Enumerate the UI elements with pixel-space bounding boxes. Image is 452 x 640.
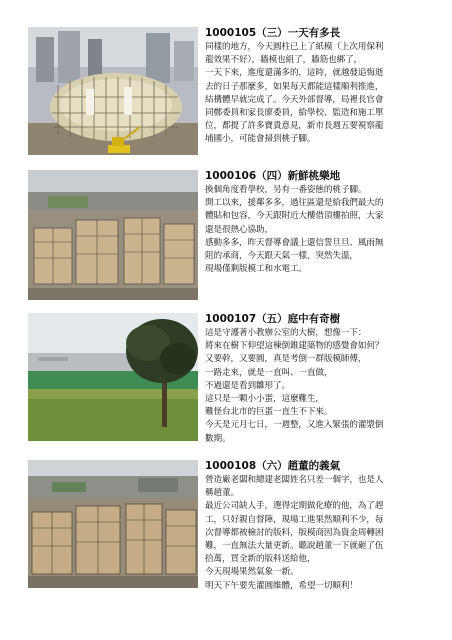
entry-title: 1000108（六）趙董的義氣 — [205, 460, 341, 472]
entry-line: 營造廠老闆和總建老闆姓名只差一個字，也是人 — [205, 475, 384, 485]
entry-line: 一路走來，就是一直叫、一直做， — [205, 367, 333, 378]
entry-line: 次督導都被檢討的版料，版模商因為資金周轉困 — [205, 527, 384, 538]
entry-4-text — [205, 460, 433, 593]
entry-line: 難，一直無法大量更新。聽說趙董一下就砸了伍 — [205, 541, 384, 552]
entry-line: 最近公司缺人手，選得定期做化療的他，為了趕 — [205, 501, 384, 512]
entry-line: 現場僅剩版模工和水電工。 — [205, 264, 307, 275]
entry-line: 感動多多，昨天督導會議上還信誓旦旦、風雨無 — [205, 237, 384, 248]
construction-photo-4 — [28, 460, 198, 588]
entry-line: 不過還是看到雛形了。 — [205, 380, 290, 391]
entry-line: 拾萬，買全新的版料送給他， — [205, 554, 316, 565]
entry-line: 今天是元月七日，一週整，又進入緊張的灌漿倒 — [205, 420, 384, 431]
entry-line: 還是很熱心協助， — [205, 224, 273, 235]
entry-line: 將來在樹下仰望這棟倒錐建築物的感覺會如何？ — [205, 341, 384, 352]
entry-line: 一天下來，進度還滿多的，這時，就越發追悔逝 — [205, 68, 384, 79]
entry-3-text — [205, 313, 433, 446]
entry-1-text — [205, 27, 433, 147]
entry-line: 同鄭委員和家長廖委員，給學校、監造和施工單 — [205, 108, 384, 119]
entry-line: 數期。 — [205, 433, 231, 444]
entry-line: 明天下午要先灌圓維體，希望一切順利！ — [205, 580, 358, 591]
entry-line: 龍效果不好），牆模也組了，牆筋也綁了， — [205, 55, 363, 66]
entry-line: 這只是一顆小小蛋，這麼難生， — [205, 394, 324, 405]
entry-line: 稱趙董。 — [205, 488, 239, 499]
entry-line: 工，只好親自督陣，現場工進果然順利不少，每 — [205, 514, 384, 525]
entry-line: 埔國小，可能會掃到桃子腳。 — [205, 134, 316, 145]
entry-title: 1000106（四）新鮮桃樂地 — [205, 170, 341, 182]
construction-photo-1 — [28, 27, 198, 155]
entry-line: 去的日子那麼多，如果每天都能這樣順利推進， — [205, 81, 384, 92]
entry-line: 體貼和包容，今天跟附近大樓借頂樓拍照，大家 — [205, 211, 384, 222]
entry-line: 這是守護著小教辦公室的大樹，想像一下： — [205, 328, 367, 338]
entry-title: 1000107（五）庭中有奇樹 — [205, 313, 341, 325]
entry-line: 難怪台北市的巨蛋一直生不下來。 — [205, 407, 333, 418]
entry-title: 1000105（三）一天有多長 — [205, 27, 341, 39]
entry-line: 結構體早就完成了。今天外部督導，局裡長官會 — [205, 94, 384, 105]
entry-2-text — [205, 170, 433, 276]
entry-line: 今天現場果然氣象一新。 — [205, 567, 299, 578]
entry-line: 阻的承商，今天跟天氣一樣，突然失溫， — [205, 251, 358, 262]
entry-line: 位，都提了許多寶貴意見，新市長週五要視察龍 — [205, 121, 384, 132]
tree-photo-3 — [28, 313, 198, 441]
entry-line: 同樣的地方，今天圓柱已上了紙模（上次用保利 — [205, 42, 384, 52]
entry-line: 換個角度看學校，另有一番姿態的桃子腳。 — [205, 185, 367, 195]
construction-photo-2 — [28, 170, 198, 300]
entry-line: 又要幹，又要圓，真是考倒一群版模師傅， — [205, 354, 367, 365]
entry-line: 開工以來，援鄰多多，過往區還是給我們最大的 — [205, 198, 384, 209]
